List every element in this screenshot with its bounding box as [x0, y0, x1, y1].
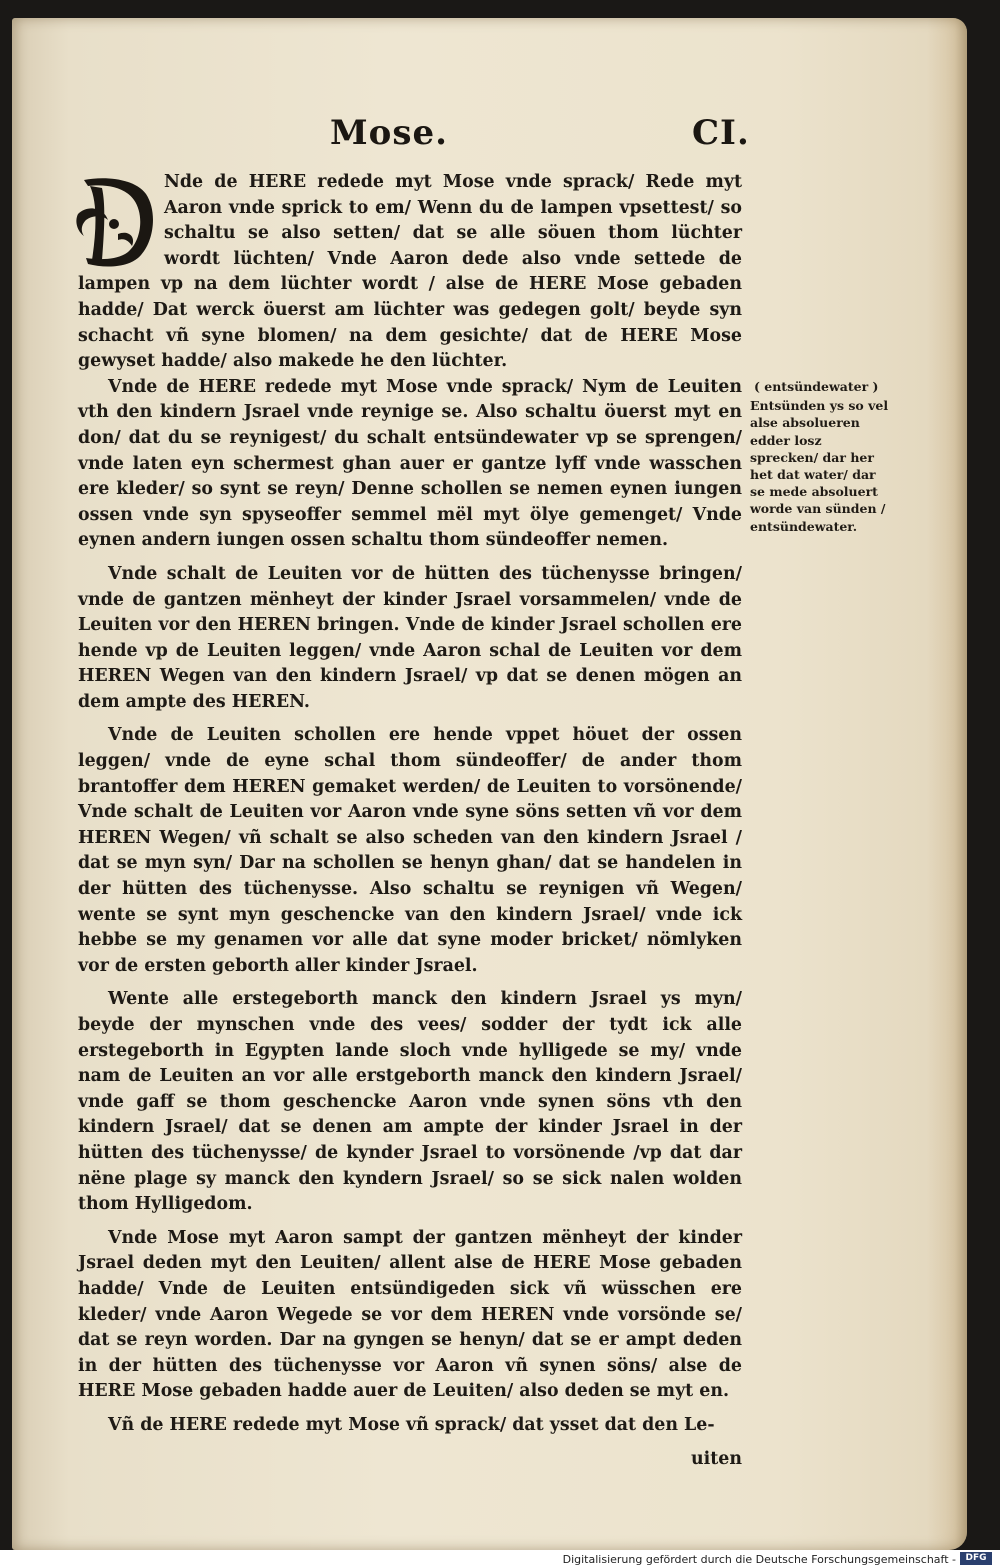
paragraph-7: Vñ de HERE redede myt Mose vñ sprack/ dat ysset dat den Le-	[108, 1414, 715, 1435]
marginal-gloss-heading: ( entsündewater )	[754, 379, 879, 394]
marginal-gloss	[750, 378, 890, 535]
paragraph-1: Nde de HERE redede myt Mose vnde sprack/ Rede myt Aaron vnde sprick to em/ Wenn du de lampen vpsettest/ so schaltu se also setten/ dat se alle söuen thom lüchter wordt lüchten/ Vnde Aaron dede also vnde settede de lampen vp na dem lüchter wordt / alse de HERE Mose gebaden hadde/ Dat werck öuerst am lüchter was gedegen golt/ beyde syn schacht vñ syne blomen/ na dem gesichte/ dat de HERE Mose gewyset hadde/ also makede he den lüchter.	[78, 172, 742, 372]
decorated-initial-d	[74, 174, 156, 270]
paragraph-5: Wente alle erstegeborth manck den kindern Jsrael ys myn/ beyde der mynschen vnde des vees/ sodder der tydt ick alle erstegeborth in Egypten lande sloch vnde hylligede se my/ vnde nam de Leuiten an vor alle erstgeborth manck den kindern Jsrael/ vnde gaff se thom geschencke Aaron vnde synen söns vth den kindern Jsrael/ dat se denen am ampte der kinder Jsrael in der hütten des tüchenysse/ de kynder Jsrael to vorsönende /vp dat dar nëne plage sy manck den kyndern Jsrael/ so se sick nalen wolden thom Hylligedom.	[78, 989, 742, 1215]
marginal-gloss-text: Entsünden ys so vel alse absolueren edder losz sprecken/ dar her het dat water/ dar se mede absoluert worde van sünden / entsündewater.	[750, 398, 889, 534]
footer-bar	[0, 1550, 1000, 1567]
funding-credit: Digitalisierung gefördert durch die Deutsche Forschungsgemeinschaft -	[562, 1553, 956, 1566]
page-edge-shading	[927, 18, 967, 1550]
paragraph-3: Vnde schalt de Leuiten vor de hütten des tüchenysse bringen/ vnde de gantzen mënheyt der kinder Jsrael vorsammelen/ vnde de Leuiten vor den HEREN bringen. Vnde de kinder Jsrael schollen ere hende vp de Leuiten leggen/ vnde Aaron schal de Leuiten vor dem HEREN Wegen van den kindern Jsrael/ vp dat se denen mögen an dem ampte des HEREN.	[78, 563, 742, 712]
running-title: Mose.	[330, 113, 448, 153]
main-text-block	[78, 170, 742, 1472]
catchword: uiten	[691, 1448, 742, 1469]
folio-number: CI.	[692, 113, 750, 153]
decorated-initial-icon	[74, 174, 156, 270]
dfg-logo-icon: DFG	[960, 1552, 992, 1565]
paragraph-2: Vnde de HERE redede myt Mose vnde sprack/ Nym de Leuiten vth den kindern Jsrael vnde reynige se. Also schaltu öuerst myt en don/ dat du se reynigest/ du schalt entsündewater vp se sprengen/ vnde laten eyn schermest ghan auer er gantze lyff vnde wasschen ere kleder/ so synt se reyn/ Denne schollen se nemen eynen iungen ossen vnde syn spyseoffer semmel mël myt ölye gemenget/ Vnde eynen andern iungen ossen schaltu thom sündeoffer nemen.	[78, 376, 742, 551]
paragraph-4: Vnde de Leuiten schollen ere hende vppet höuet der ossen leggen/ vnde de eyne schal thom sündeoffer/ de ander thom brantoffer dem HEREN gemaket werden/ de Leuiten to vorsönende/ Vnde schalt de Leuiten vor Aaron vnde syne söns setten vñ vor dem HEREN Wegen/ vñ schalt se also scheden van den kindern Jsrael / dat se myn syn/ Dar na schollen se henyn ghan/ dat se handelen in der hütten des tüchenysse. Also schaltu se reynigen vñ Wegen/ wente se synt myn geschencke van den kindern Jsrael/ vnde ick hebbe se my genamen vor alle dat syne moder bricket/ nömlyken vor de ersten geborth aller kinder Jsrael.	[78, 725, 742, 976]
paragraph-6: Vnde Mose myt Aaron sampt der gantzen mënheyt der kinder Jsrael deden myt den Leuiten/ allent alse de HERE Mose gebaden hadde/ Vnde de Leuiten entsündigeden sick vñ wüsschen ere kleder/ vnde Aaron Wegede se vor dem HEREN vnde vorsönde se/ dat se reyn worden. Dar na gyngen se henyn/ dat se er ampt deden in der hütten des tüchenysse vor Aaron vñ synen söns/ alse de HERE Mose gebaden hadde auer de Leuiten/ also deden se myt en.	[78, 1227, 742, 1402]
book-page	[12, 18, 967, 1550]
